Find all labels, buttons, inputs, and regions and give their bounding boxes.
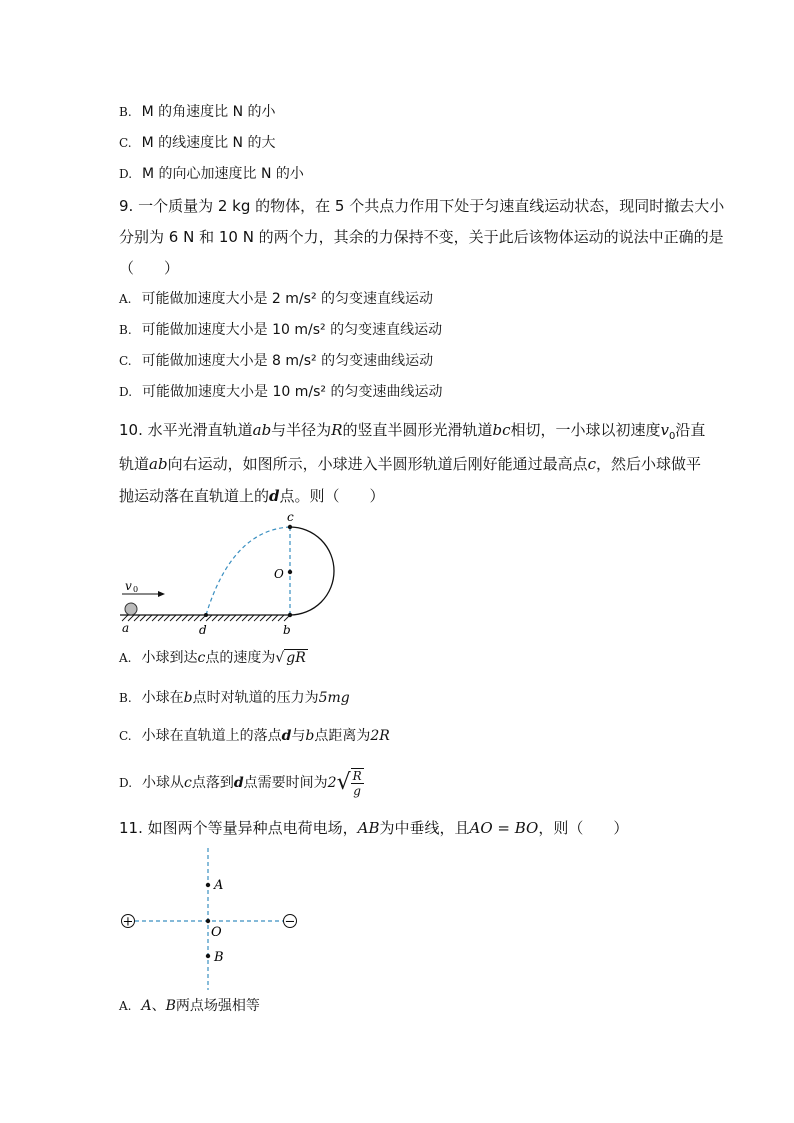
- svg-text:0: 0: [133, 585, 139, 594]
- q10-stem-line2: 轨道ab向右运动，如图所示，小球进入半圆形轨道后刚好能通过最高点c，然后小球做平: [119, 455, 701, 473]
- q10-option-c: C. 小球在直轨道上的落点d与b点距离为2R: [119, 728, 390, 744]
- q10-track-figure: [112, 508, 352, 640]
- svg-text:+: +: [122, 914, 134, 930]
- q9-option-b: B. 可能做加速度大小是 10 m/s² 的匀变速直线运动: [119, 322, 443, 338]
- q10-option-b: B. 小球在b点时对轨道的压力为5mg: [119, 690, 350, 706]
- q11-stem: 11. 如图两个等量异种点电荷电场，AB为中垂线，且AO = BO，则（ ）: [119, 819, 629, 837]
- q10-option-d: D. 小球从c点落到d点需要时间为2√ $\frac{R}{g}$: [119, 769, 362, 798]
- q8-option-b: B. M 的角速度比 N 的小: [119, 104, 276, 120]
- svg-text:−: −: [284, 914, 296, 930]
- svg-text:c: c: [287, 510, 294, 524]
- fraction-R-over-g: $\frac{R}{g}$: [352, 769, 362, 798]
- q10-stem-line1: 10. 水平光滑直轨道ab与半径为R的竖直半圆形光滑轨道bc相切，一小球以初速度$v_0$沿直: [119, 421, 706, 442]
- svg-text:A: A: [214, 878, 224, 893]
- svg-text:O: O: [274, 567, 284, 581]
- svg-text:b: b: [283, 623, 291, 637]
- q11-charges-figure: [112, 844, 312, 994]
- q9-option-d: D. 可能做加速度大小是 10 m/s² 的匀变速曲线运动: [119, 384, 443, 400]
- svg-text:v: v: [125, 579, 132, 593]
- svg-text:O: O: [211, 925, 222, 940]
- q9-stem-line3: （ ）: [119, 259, 180, 277]
- svg-text:B: B: [214, 950, 224, 965]
- q9-stem-line2: 分别为 6 N 和 10 N 的两个力，其余的力保持不变，关于此后该物体运动的说法中正确的是: [119, 228, 724, 246]
- q8-option-d: D. M 的向心加速度比 N 的小: [119, 166, 304, 182]
- svg-text:a: a: [122, 621, 130, 635]
- q10-stem-line3: 抛运动落在直轨道上的d点。则（ ）: [119, 487, 385, 505]
- q9-option-a: A. 可能做加速度大小是 2 m/s² 的匀变速直线运动: [119, 291, 434, 307]
- q8-option-c: C. M 的线速度比 N 的大: [119, 135, 276, 151]
- q9-option-c: C. 可能做加速度大小是 8 m/s² 的匀变速曲线运动: [119, 353, 434, 369]
- q11-option-a: A. A、B两点场强相等: [119, 998, 260, 1014]
- q9-stem-line1: 9. 一个质量为 2 kg 的物体，在 5 个共点力作用下处于匀速直线运动状态，现同时撤去大小: [119, 197, 725, 215]
- ball: [125, 603, 137, 615]
- svg-text:d: d: [199, 623, 207, 637]
- q10-option-a: A. 小球到达c点的速度为√ gR: [119, 650, 306, 666]
- sqrt-gR: √ gR: [275, 650, 306, 666]
